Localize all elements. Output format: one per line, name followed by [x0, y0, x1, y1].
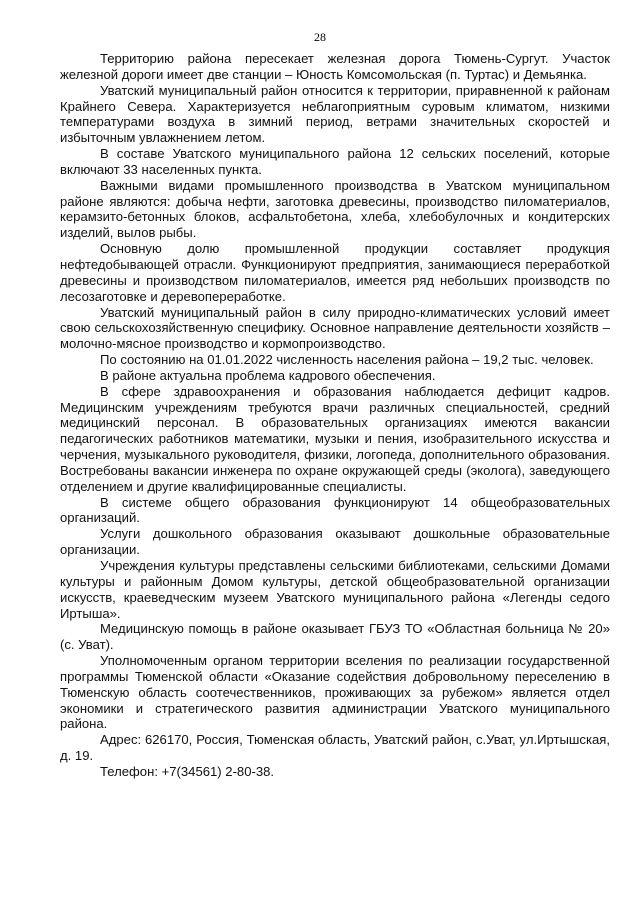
paragraph-medical: Медицинскую помощь в районе оказывает ГБУЗ ТО «Областная больница № 20» (с. Уват). — [60, 621, 610, 653]
paragraph-preschool: Услуги дошкольного образования оказывают дошкольные образовательные организации. — [60, 526, 610, 558]
page-number: 28 — [314, 30, 326, 44]
paragraph-schools: В системе общего образования функционируют 14 общеобразовательных организаций. — [60, 494, 610, 526]
paragraph-settlements: В составе Уватского муниципального района 12 сельских поселений, которые включают 33 населенных пункта. — [60, 146, 610, 177]
paragraph-climate: Уватский муниципальный район относится к территории, приравненной к районам Крайнего Севера. Характеризуется неблагоприятным суровым климатом, низкими температурами воздуха в зимний период, ветрами значительных скоростей и избыточным увлажнением летом. — [60, 82, 610, 146]
paragraph-railway: Территорию района пересекает железная дорога Тюмень-Сургут. Участок железной дороги имеет две станции – Юность Комсомольская (п. Туртас) и Демьянка. — [60, 51, 610, 82]
paragraph-phone: Телефон: +7(34561) 2-80-38. — [100, 763, 275, 779]
paragraph-oil-production: Основную долю промышленной продукции составляет продукция нефтедобывающей отрасли. Функционируют предприятия, занимающиеся переработкой древесины и производством пиломатериалов, имеется ряд небольших производств по лесозаготовке и деревопереработке. — [60, 241, 610, 304]
paragraph-industry: Важными видами промышленного производства в Уватском муниципальном районе являются: добыча нефти, заготовка древесины, производство пиломатериалов, керамзито-бетонных блоков, асфальтобетона, хлеба, хлебобулочных и кондитерских изделий, вылов рыбы. — [60, 177, 610, 241]
paragraph-culture: Учреждения культуры представлены сельскими библиотеками, сельскими Домами культуры и районным Домом культуры, детской общеобразовательной организации искусств, краеведческим музеем Уватского муниципального района «Легенды седого Иртыша». — [60, 558, 610, 621]
paragraph-vacancies: В сфере здравоохранения и образования наблюдается дефицит кадров. Медицинским учреждениям требуются врачи различных специальностей, средний медицинский персонал. В образовательных организациях имеются вакансии педагогических работников математики, музыки и пения, изобразительного искусства и черчения, музыкального руководителя, физики, логопеда, дополнительного образования. Востребованы вакансии инженера по охране окружающей среды (эколога), заведующего отделением и другие квалифицированные специалисты. — [60, 383, 610, 494]
paragraph-staffing-problem: В районе актуальна проблема кадрового обеспечения. — [100, 367, 436, 383]
paragraph-address: Адрес: 626170, Россия, Тюменская область, Уватский район, с.Уват, ул.Иртышская, д. 19. — [60, 732, 610, 764]
paragraph-authority: Уполномоченным органом территории вселения по реализации государственной программы Тюменской области «Оказание содействия добровольному переселению в Тюменскую область соотечественников, проживающих за рубежом» является отдел экономики и стратегического развития администрации Уватского муниципального района. — [60, 653, 610, 732]
paragraph-population: По состоянию на 01.01.2022 численность населения района – 19,2 тыс. человек. — [100, 352, 594, 368]
document-body — [60, 51, 610, 780]
paragraph-agriculture: Уватский муниципальный район в силу природно-климатических условий имеет свою сельскохозяйственную специфику. Основное направление деятельности хозяйств – молочно-мясное производство и кормопроизводство. — [60, 304, 610, 352]
